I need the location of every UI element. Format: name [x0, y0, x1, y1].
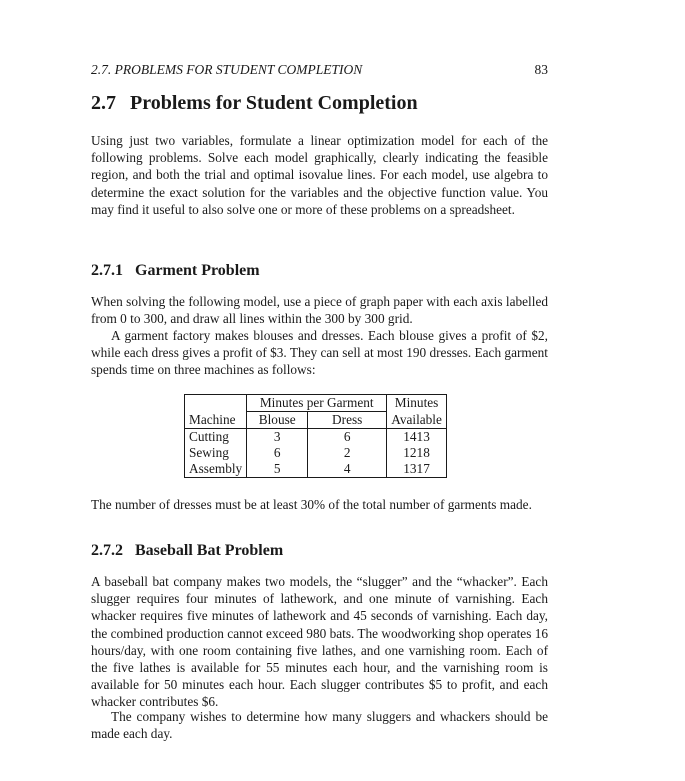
garment-number: 2.7.1 — [91, 262, 123, 279]
section-number: 2.7 — [91, 92, 116, 114]
row-dress: 6 — [308, 429, 387, 446]
row-blouse: 6 — [247, 445, 308, 461]
running-title: 2.7. PROBLEMS FOR STUDENT COMPLETION — [91, 62, 363, 77]
garment-para-1: When solving the following model, use a piece of graph paper with each axis labelled from 0 to 300, and draw all lines within the 300 by 300 grid. — [91, 294, 548, 327]
table-col-machine: Machine — [185, 412, 247, 429]
row-machine: Cutting — [185, 429, 247, 446]
garment-title: Garment Problem — [135, 262, 260, 279]
table-group-header: Minutes per Garment — [247, 395, 387, 412]
row-machine: Assembly — [185, 461, 247, 478]
table-avail-header-2: Available — [387, 412, 447, 429]
baseball-para-2: The company wishes to determine how many sluggers and whackers should be made each day. — [91, 709, 548, 742]
table-row — [185, 461, 447, 478]
garment-heading — [91, 262, 260, 280]
row-available: 1317 — [387, 461, 447, 478]
row-available: 1218 — [387, 445, 447, 461]
row-blouse: 5 — [247, 461, 308, 478]
section-intro: Using just two variables, formulate a linear optimization model for each of the following problems. Solve each model graphically, clearly indicating the feasible region, and both the trial and optimal isovalue lines. For each model, use algebra to determine the exact solution for the variables and the objective function value. You may find it useful to also solve one or more of these problems on a spreadsheet. — [91, 133, 548, 217]
table-avail-header-1: Minutes — [387, 395, 447, 412]
section-title: Problems for Student Completion — [130, 92, 418, 114]
running-head — [91, 62, 548, 78]
table-col-dress: Dress — [308, 412, 387, 429]
baseball-number: 2.7.2 — [91, 542, 123, 559]
row-dress: 4 — [308, 461, 387, 478]
baseball-title: Baseball Bat Problem — [135, 542, 284, 559]
garment-para-2: A garment factory makes blouses and dresses. Each blouse gives a profit of $2, while each dress gives a profit of $3. They can sell at most 190 dresses. Each garment spends time on three machines as follows: — [91, 328, 548, 378]
machine-time-table — [184, 394, 447, 478]
table-row — [185, 429, 447, 446]
row-available: 1413 — [387, 429, 447, 446]
section-heading — [91, 92, 418, 115]
table-col-blouse: Blouse — [247, 412, 308, 429]
row-blouse: 3 — [247, 429, 308, 446]
row-machine: Sewing — [185, 445, 247, 461]
garment-para-3: The number of dresses must be at least 30% of the total number of garments made. — [91, 497, 532, 512]
row-dress: 2 — [308, 445, 387, 461]
table-row — [185, 445, 447, 461]
baseball-para-1: A baseball bat company makes two models, the “slugger” and the “whacker”. Each slugger requires four minutes of lathework, and one minute of varnishing. Each whacker requires five minutes of lathework and 45 seconds of varnishing. Each day, the combined production cannot exceed 980 bats. The woodworking shop operates 16 hours/day, with one room containing five lathes, and one varnishing room. Each of the five lathes is available for 55 minutes each hour, and the varnishing room is available for 50 minutes each hour. Each slugger contributes $5 to profit, and each whacker contributes $6. — [91, 574, 548, 710]
baseball-heading — [91, 542, 283, 560]
page-number: 83 — [534, 62, 548, 77]
